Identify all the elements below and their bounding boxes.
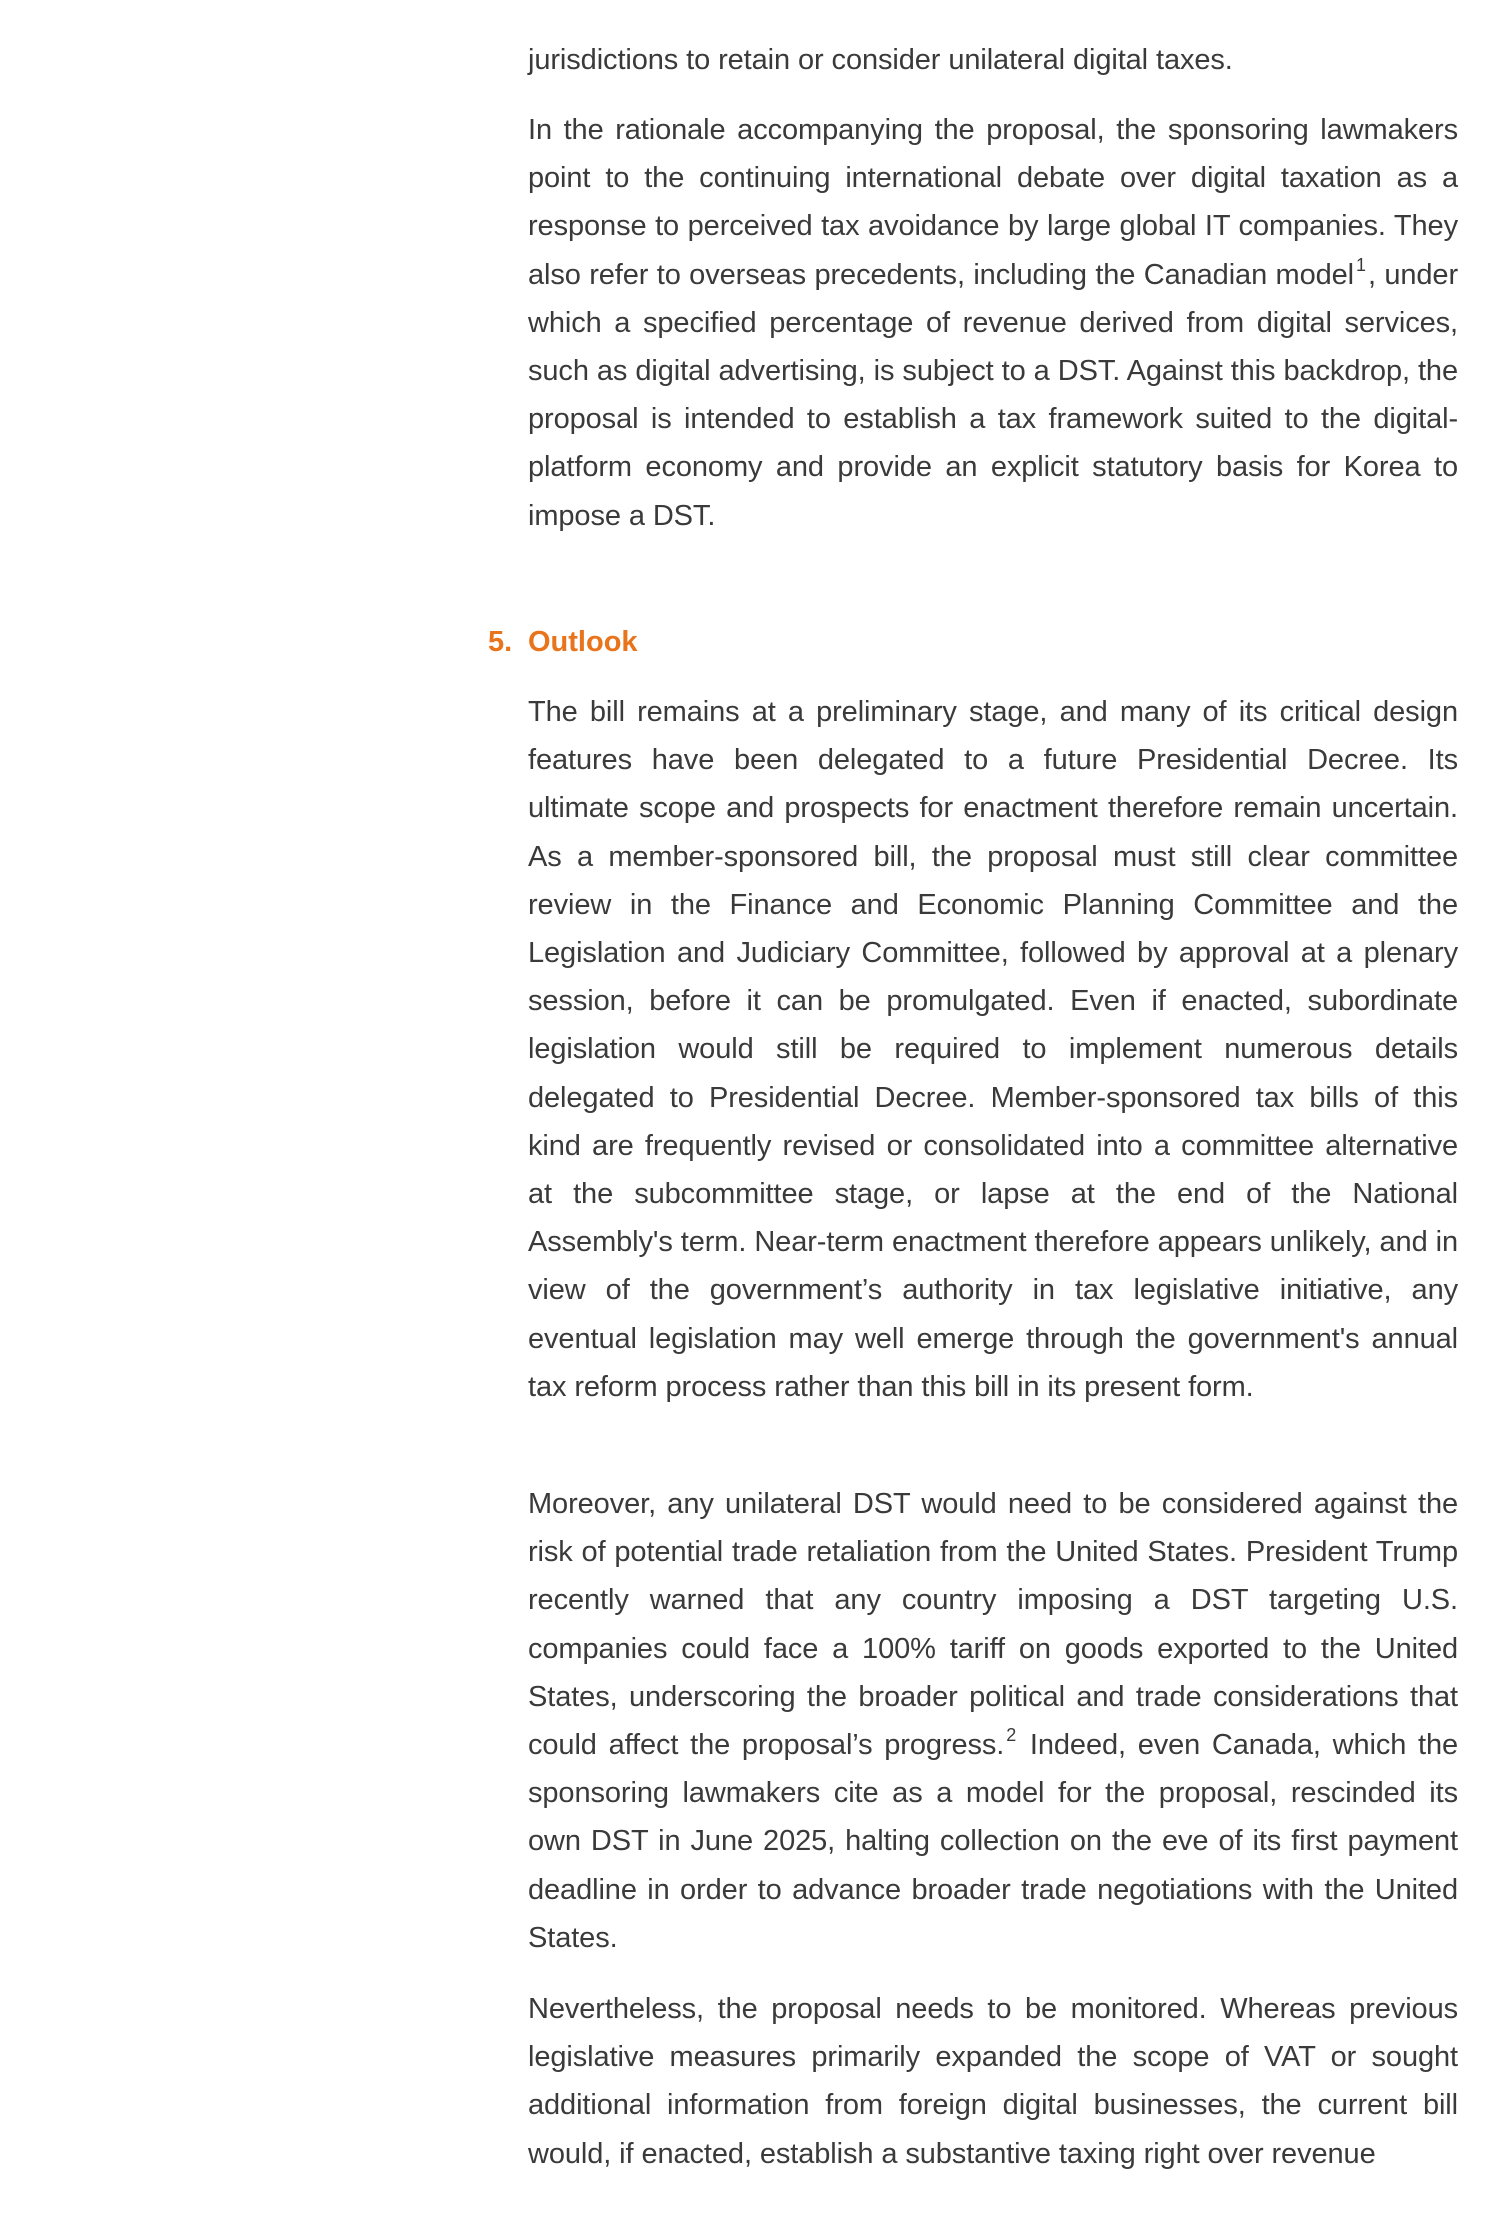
footnote-ref-1[interactable]: 1: [1356, 255, 1366, 276]
paragraph-intro-fragment: jurisdictions to retain or consider unilateral digital taxes.: [528, 44, 1233, 76]
paragraph-outlook-2: [528, 1480, 1458, 1962]
rationale-text-part1: In the rationale accompanying the proposal, the sponsoring lawmakers point to the continuing international debate over digital taxation as a response to perceived tax avoidance by large global IT companies. They also refer to overseas precedents, including the Canadian model: [528, 114, 1458, 291]
outlook2-text-part2: Indeed, even Canada, which the sponsoring lawmakers cite as a model for the proposal, rescinded its own DST in June 2025, halting collection on the eve of its first payment deadline in order to advance broader trade negotiations with the United States.: [528, 1729, 1458, 1954]
rationale-text-part2: , under which a specified percentage of revenue derived from digital services, such as digital advertising, is subject to a DST. Against this backdrop, the proposal is intended to establish a tax framework suited to the digital-platform economy and provide an explicit statutory basis for Korea to impose a DST.: [528, 258, 1459, 532]
paragraph-outlook-3: Nevertheless, the proposal needs to be monitored. Whereas previous legislative measures primarily expanded the scope of VAT or sought additional information from foreign digital businesses, the current bill would, if enacted, establish a substantive taxing right over revenue: [528, 1993, 1458, 2170]
footnote-ref-2[interactable]: 2: [1006, 1725, 1017, 1746]
section-number: 5.: [488, 626, 513, 658]
outlook2-text-part1: Moreover, any unilateral DST would need to be considered against the risk of potential trade retaliation from the United States. President Trump recently warned that any country imposing a DST targeting U.S. companies could face a 100% tariff on goods exported to the United States, underscoring the broader political and trade considerations that could affect the proposal’s progress.: [528, 1488, 1458, 1762]
section-heading-outlook: [488, 618, 638, 666]
paragraph-rationale: [528, 106, 1458, 540]
paragraph-outlook-1: The bill remains at a preliminary stage, and many of its critical design features have been delegated to a future Presidential Decree. Its ultimate scope and prospects for enactment therefore remain uncertain. As a member-sponsored bill, the proposal must still clear committee review in the Finance and Economic Planning Committee and the Legislation and Judiciary Committee, followed by approval at a plenary session, before it can be promulgated. Even if enacted, subordinate legislation would still be required to implement numerous details delegated to Presidential Decree. Member-sponsored tax bills of this kind are frequently revised or consolidated into a committee alternative at the subcommittee stage, or lapse at the end of the National Assembly's term. Near-term enactment therefore appears unlikely, and in view of the government’s authority in tax legislative initiative, any eventual legislation may well emerge through the government's annual tax reform process rather than this bill in its present form.: [528, 696, 1458, 1403]
section-title: Outlook: [528, 626, 638, 658]
